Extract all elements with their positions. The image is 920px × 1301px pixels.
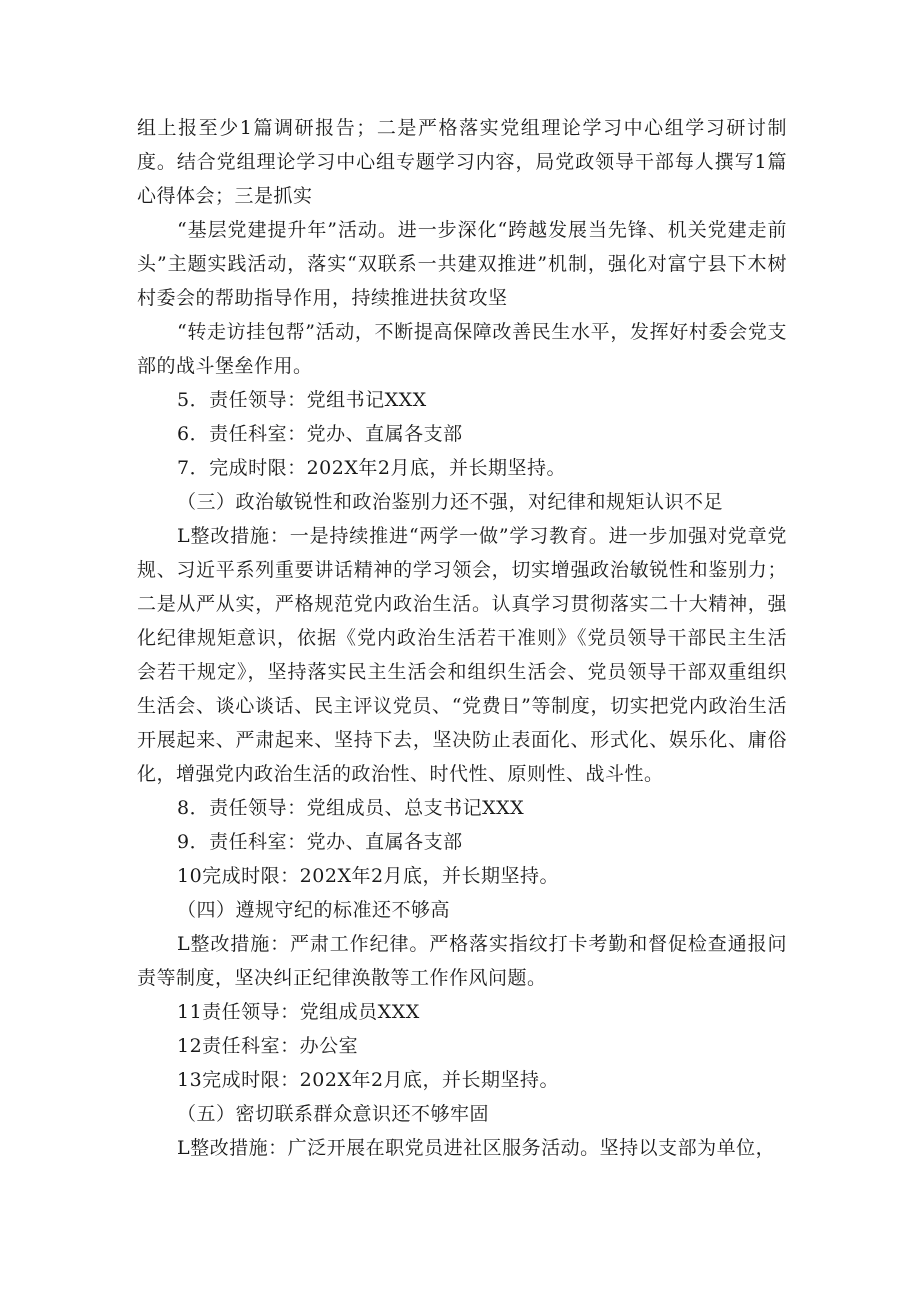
paragraph-measures-4: L整改措施：严肃工作纪律。严格落实指纹打卡考勤和督促检查通报问责等制度，坚决纠正纪律涣散等工作作风问题。 — [137, 933, 787, 989]
deadline-13: 13完成时限：202X年2月底，并长期坚持。 — [177, 1069, 560, 1091]
responsible-leader-11: 11责任领导：党组成员XXX — [177, 1001, 420, 1023]
paragraph-measures-3: L整改措施：一是持续推进“两学一做”学习教育。进一步加强对党章党规、习近平系列重要讲话精神的学习领会，切实增强政治敏锐性和鉴别力；二是从严从实，严格规范党内政治生活。认真学习贯彻落实二十大精神，强化纪律规矩意识，依据《党内政治生活若干准则》《党员领导干部民主生活会若干规定》，坚持落实民主生活会和组织生活会、党员领导干部双重组织生活会、谈心谈话、民主评议党员、“党费日”等制度，切实把党内政治生活开展起来、严肃起来、坚持下去，坚决防止表面化、形式化、娱乐化、庸俗化，增强党内政治生活的政治性、时代性、原则性、战斗性。 — [137, 525, 787, 785]
paragraph-visit-activity: “转走访挂包帮”活动，不断提高保障改善民生水平，发挥好村委会党支部的战斗堡垒作用。 — [137, 321, 787, 377]
responsible-dept-9: 9．责任科室：党办、直属各支部 — [177, 831, 463, 853]
section-heading-5: （五）密切联系群众意识还不够牢固 — [177, 1103, 490, 1125]
responsible-leader-5: 5．责任领导：党组书记XXX — [177, 389, 427, 411]
paragraph-research-report: 组上报至少1篇调研报告；二是严格落实党组理论学习中心组学习研讨制度。结合党组理论学习中心组专题学习内容，局党政领导干部每人撰写1篇心得体会；三是抓实 — [137, 117, 787, 207]
section-heading-4: （四）遵规守纪的标准还不够高 — [177, 899, 451, 921]
section-heading-3: （三）政治敏锐性和政治鉴别力还不强，对纪律和规矩认识不足 — [177, 491, 724, 513]
responsible-dept-6: 6．责任科室：党办、直属各支部 — [177, 423, 463, 445]
paragraph-party-building: “基层党建提升年”活动。进一步深化“跨越发展当先锋、机关党建走前头”主题实践活动，落实“双联系一共建双推进”机制，强化对富宁县下木树村委会的帮助指导作用，持续推进扶贫攻坚 — [137, 219, 787, 309]
paragraph-measures-5: L整改措施：广泛开展在职党员进社区服务活动。坚持以支部为单位， — [177, 1137, 776, 1159]
responsible-dept-12: 12责任科室：办公室 — [177, 1035, 359, 1057]
deadline-7: 7．完成时限：202X年2月底，并长期坚持。 — [177, 457, 566, 479]
deadline-10: 10完成时限：202X年2月底，并长期坚持。 — [177, 865, 560, 887]
responsible-leader-8: 8．责任领导：党组成员、总支书记XXX — [177, 797, 525, 819]
